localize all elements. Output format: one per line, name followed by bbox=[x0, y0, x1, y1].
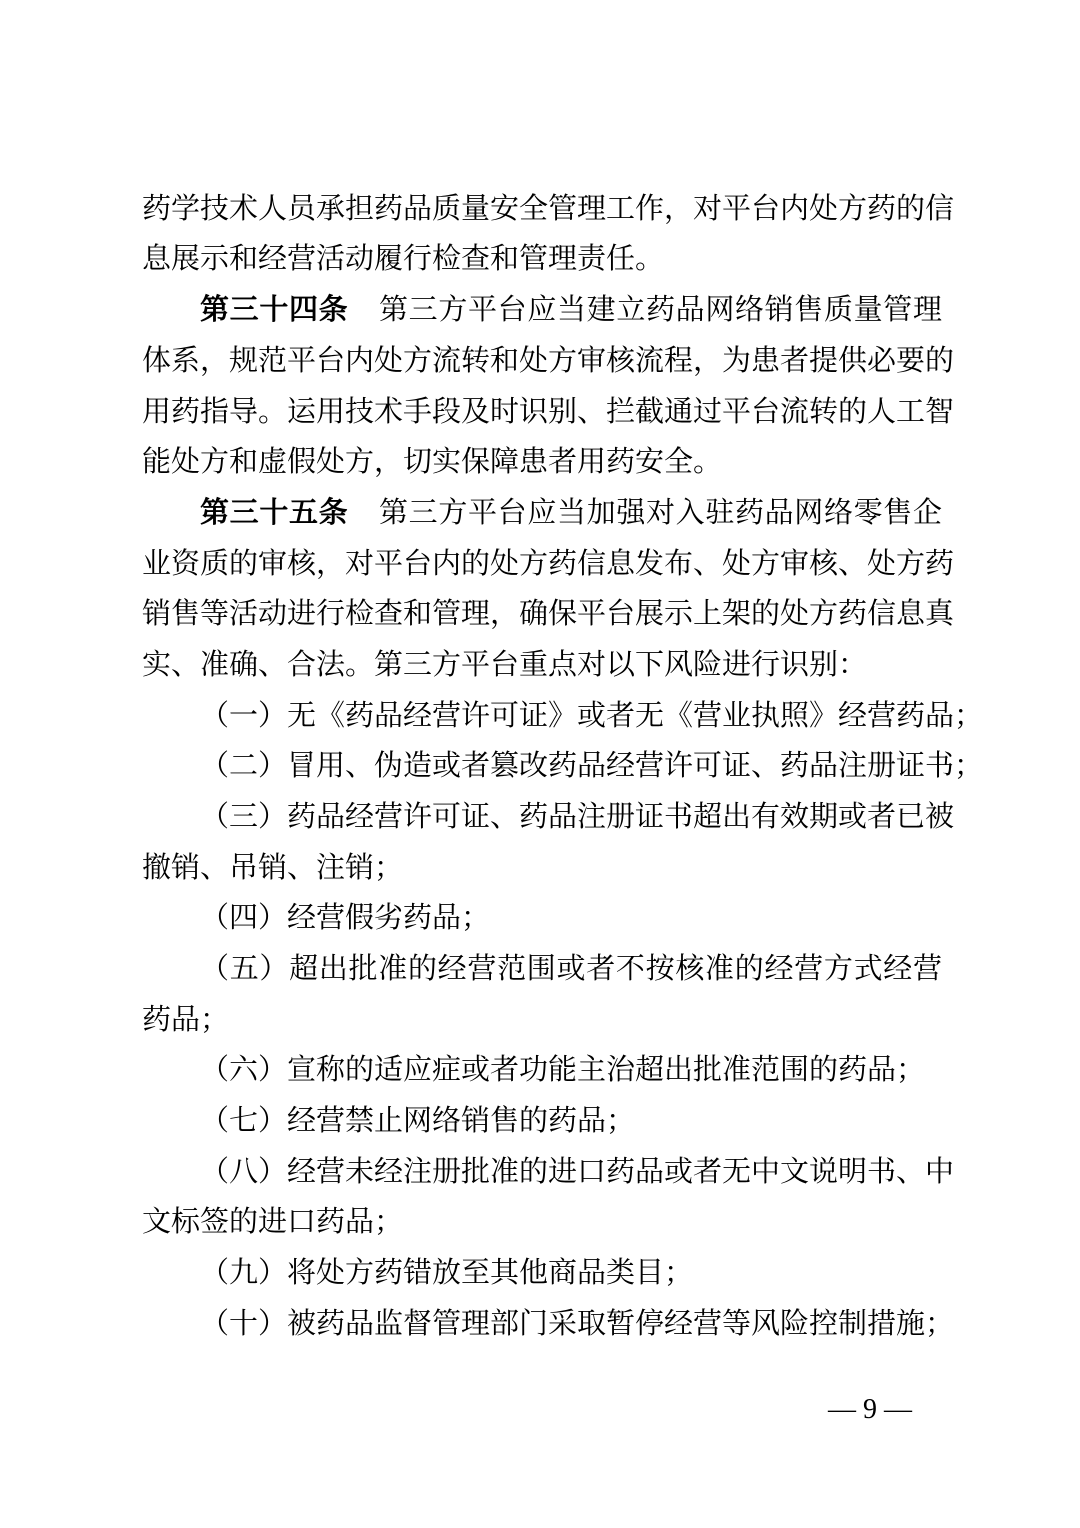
list-item: （六）宣称的适应症或者功能主治超出批准范围的药品； bbox=[200, 1052, 926, 1086]
list-item: （三）药品经营许可证、药品注册证书超出有效期或者已被 bbox=[200, 799, 955, 833]
list-item: （七）经营禁止网络销售的药品； bbox=[200, 1103, 636, 1137]
text-line: 体系，规范平台内处方流转和处方审核流程，为患者提供必要的 bbox=[142, 343, 955, 377]
list-item: （一）无《药品经营许可证》或者无《营业执照》经营药品； bbox=[200, 698, 984, 732]
text-line: 实、准确、合法。第三方平台重点对以下风险进行识别： bbox=[142, 647, 868, 681]
article-text: 第三方平台应当加强对入驻药品网络零售企 bbox=[378, 495, 942, 529]
text-line: 用药指导。运用技术手段及时识别、拦截通过平台流转的人工智 bbox=[142, 394, 955, 428]
text-line: 业资质的审核，对平台内的处方药信息发布、处方审核、处方药 bbox=[142, 546, 955, 580]
list-item: （十）被药品监督管理部门采取暂停经营等风险控制措施； bbox=[200, 1306, 955, 1340]
text-line: 撤销、吊销、注销； bbox=[142, 850, 404, 884]
list-item: （九）将处方药错放至其他商品类目； bbox=[200, 1255, 694, 1289]
article-heading: 第三十四条 bbox=[200, 292, 349, 326]
text-line: 能处方和虚假处方，切实保障患者用药安全。 bbox=[142, 444, 723, 478]
text-line: 药品； bbox=[142, 1002, 230, 1036]
text-line: 销售等活动进行检查和管理，确保平台展示上架的处方药信息真 bbox=[142, 596, 955, 630]
list-item: （五）超出批准的经营范围或者不按核准的经营方式经营 bbox=[200, 951, 942, 985]
article-35-line bbox=[200, 487, 942, 537]
text-line: 文标签的进口药品； bbox=[142, 1204, 404, 1238]
article-text: 第三方平台应当建立药品网络销售质量管理 bbox=[378, 292, 942, 326]
list-item: （四）经营假劣药品； bbox=[200, 900, 491, 934]
list-item: （二）冒用、伪造或者篡改药品经营许可证、药品注册证书； bbox=[200, 748, 984, 782]
article-34-line bbox=[200, 284, 942, 334]
page-number: — 9 — bbox=[828, 1394, 912, 1425]
article-heading: 第三十五条 bbox=[200, 495, 349, 529]
text-line: 药学技术人员承担药品质量安全管理工作，对平台内处方药的信 bbox=[142, 191, 955, 225]
list-item: （八）经营未经注册批准的进口药品或者无中文说明书、中 bbox=[200, 1154, 955, 1188]
text-line: 息展示和经营活动履行检查和管理责任。 bbox=[142, 241, 665, 275]
